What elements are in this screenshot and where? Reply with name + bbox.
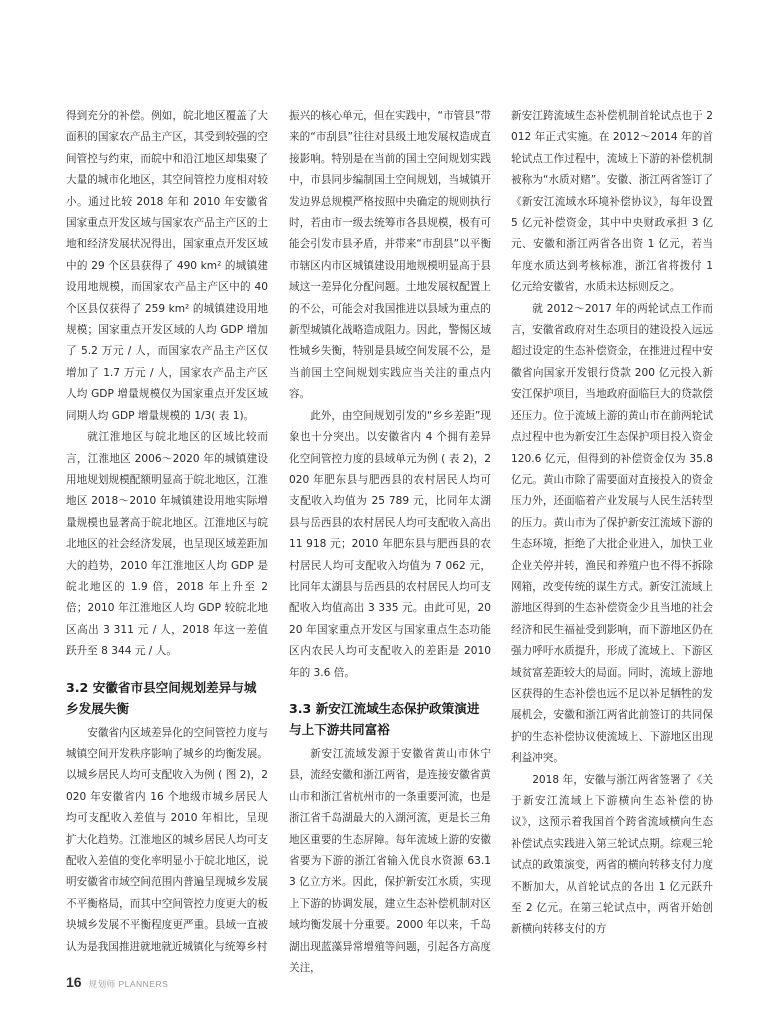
paragraph: 就江淮地区与皖北地区的区域比较而言，江淮地区 2006～2020 年的城镇建设用地规划规模配额明显高于皖北地区，江淮地区 2018～2010 年城镇建设用地实际增量规模也显著高于皖北地区。江淮地区与皖北地区的社会经济发展，也呈现区域差距加大的趋势，2010 年江淮地区人均 GDP 是皖北地区的 1.9 倍，2018 年上升至 2 倍；2010 年江淮地区人均 GDP 较皖北地区高出 3 311 元 / 人，2018 年这一差值跃升至 8 344 元 / 人。 xyxy=(66,431,268,658)
journal-name: 规划师 PLANNERS xyxy=(88,979,169,989)
paragraph: 新安江流域发源于安徽省黄山市休宁县，流经安徽和浙江两省，是连接安徽省黄山市和浙江省杭州市的一条重要河流，也是浙江省千岛湖最大的入湖河流，更是长三角地区重要的生态屏障。每年流域上游的安徽省要为下游的浙江省输入优良水资源 63.13 亿立方米。因此，保护新安江水质，实现上下游的协调发展，建立生态补偿机制对区域均衡发展十分重要。2000 年以来，千岛湖出现蓝藻异常增殖等问题，引起各方高度关注， xyxy=(289,747,491,975)
column-3 xyxy=(511,106,713,941)
page-number: 16 xyxy=(66,974,82,990)
section-heading: 3.2 安徽省市县空间规划差异与城乡发展失衡 xyxy=(66,679,257,716)
page-footer xyxy=(66,974,168,990)
paragraph: 振兴的核心单元，但在实践中，“市管县”带来的“市刮县”往往对县级土地发展权造成直接影响。特别是在当前的国土空间规划实践中，市县同步编制国土空间规划，当城镇开发边界总规模严格按照中央确定的规则执行时，若由市一级去统筹市各县规模，极有可能会引发市县矛盾，并带来“市刮县”以平衡市辖区内市区城镇建设用地规模明显高于县域这一差异化分配问题。土地发展权配置上的不公，可能会对我国推进以县域为重点的新型城镇化战略造成阻力。因此，警惕区域性城乡失衡，特别是县域空间发展不公，是当前国土空间规划实践应当关注的重点内容。 xyxy=(289,110,491,401)
paragraph: 2018 年，安徽与浙江两省签署了《关于新安江流域上下游横向生态补偿的协议》，这预示着我国首个跨省流域横向生态补偿试点实践进入第三轮试点期。综观三轮试点的政策演变，两省的横向转移支付力度不断加大，从首轮试点的各出 1 亿元跃升至 2 亿元。在第三轮试点中，两省开始创新横向转移支付的方 xyxy=(511,773,713,936)
paragraph: 新安江跨流域生态补偿机制首轮试点也于 2012 年正式实施。在 2012～2014 年的首轮试点工作过程中，流域上下游的补偿机制被称为“水质对赌”。安徽、浙江两省签订了《新安江流域水环境补偿协议》，每年设置 5 亿元补偿资金，其中中央财政承担 3 亿元、安徽和浙江两省各出资 1 亿元，若当年度水质达到考核标准，浙江省将拨付 1 亿元给安徽省，水质未达标则反之。 xyxy=(511,110,713,294)
section-heading: 3.3 新安江流域生态保护政策演进与上下游共同富裕 xyxy=(289,700,480,737)
column-1 xyxy=(66,106,268,958)
paragraph: 此外，由空间规划引发的“乡乡差距”现象也十分突出。以安徽省内 4 个拥有差异化空间管控力度的县域单元为例 ( 表 2)，2020 年肥东县与肥西县的农村居民人均可支配收入均值为 25 789 元，比同年太湖县与岳西县的农村居民人均可支配收入高出 11 918 元；2010 年肥东县与肥西县的农村居民人均可支配收入均值为 7 062 元，比同年太湖县与岳西县的农村居民人均可支配收入均值高出 3 335 元。由此可见，2020 年国家重点开发区与国家重点生态功能区内农民人均可支配收入的差距是 2010 年的 3.6 倍。 xyxy=(289,409,491,679)
paragraph: 安徽省内区域差异化的空间管控力度与城镇空间开发秩序影响了城乡的均衡发展。以城乡居民人均可支配收入为例 ( 图 2)，2020 年安徽省内 16 个地级市城乡居民人均可支配收入差值与 2010 年相比，呈现扩大化趋势。江淮地区的城乡居民人均可支配收入差值的变化率明显小于皖北地区，说明安徽省市域空间范围内普遍呈现城乡发展不平衡格局，而其中空间管控力度更大的板块城乡发展不平衡程度更严重。县域一直被认为是我国推进就地就近城镇化与统筹乡村 xyxy=(66,726,268,953)
paragraph: 就 2012～2017 年的两轮试点工作而言，安徽省政府对生态项目的建设投入远远超过设定的生态补偿资金，在推进过程中安徽省向国家开发银行贷款 200 亿元投入新安江保护项目，当地政府面临巨大的贷款偿还压力。位于流域上游的黄山市在前两轮试点过程中也为新安江生态保护项目投入资金 120.6 亿元，但得到的补偿资金仅为 35.8 亿元。黄山市除了需要面对直接投入的资金压力外，还面临着产业发展与人民生活转型的压力。黄山市为了保护新安江流域下游的生态环境，拒绝了大批企业进入，加快工业企业关停并转，渔民和养殖户也不得不拆除网箱，改变传统的谋生方式。新安江流域上游地区得到的生态补偿资金少且当地的社会经济和民生福祉受到影响，而下游地区仍在强力呼吁水质提升，形成了流域上、下游区域贫富差距较大的局面。同时，流域上游地区获得的生态补偿也远不足以补足牺牲的发展机会，安徽和浙江两省此前签订的共同保护的生态补偿协议使流域上、下游地区出现利益冲突。 xyxy=(511,302,713,765)
paragraph: 得到充分的补偿。例如，皖北地区覆盖了大面积的国家农产品主产区，其受到较强的空间管控与约束，而皖中和沿江地区却集聚了大量的城市化地区，其空间管控力度相对较小。通过比较 2018 年和 2010 年安徽省国家重点开发区域与国家农产品主产区的土地和经济发展状况得出，国家重点开发区域中的 29 个区县获得了 490 km² 的城镇建设用地规模，而国家农产品主产区中的 40 个区县仅获得了 259 km² 的城镇建设用地规模；国家重点开发区域的人均 GDP 增加了 5.2 万元 / 人，而国家农产品主产区仅增加了 1.7 万元 / 人，国家农产品主产区人均 GDP 增量规模仅为国家重点开发区域同期人均 GDP 增量规模的 1/3( 表 1)。 xyxy=(66,110,268,422)
column-2 xyxy=(289,106,491,979)
